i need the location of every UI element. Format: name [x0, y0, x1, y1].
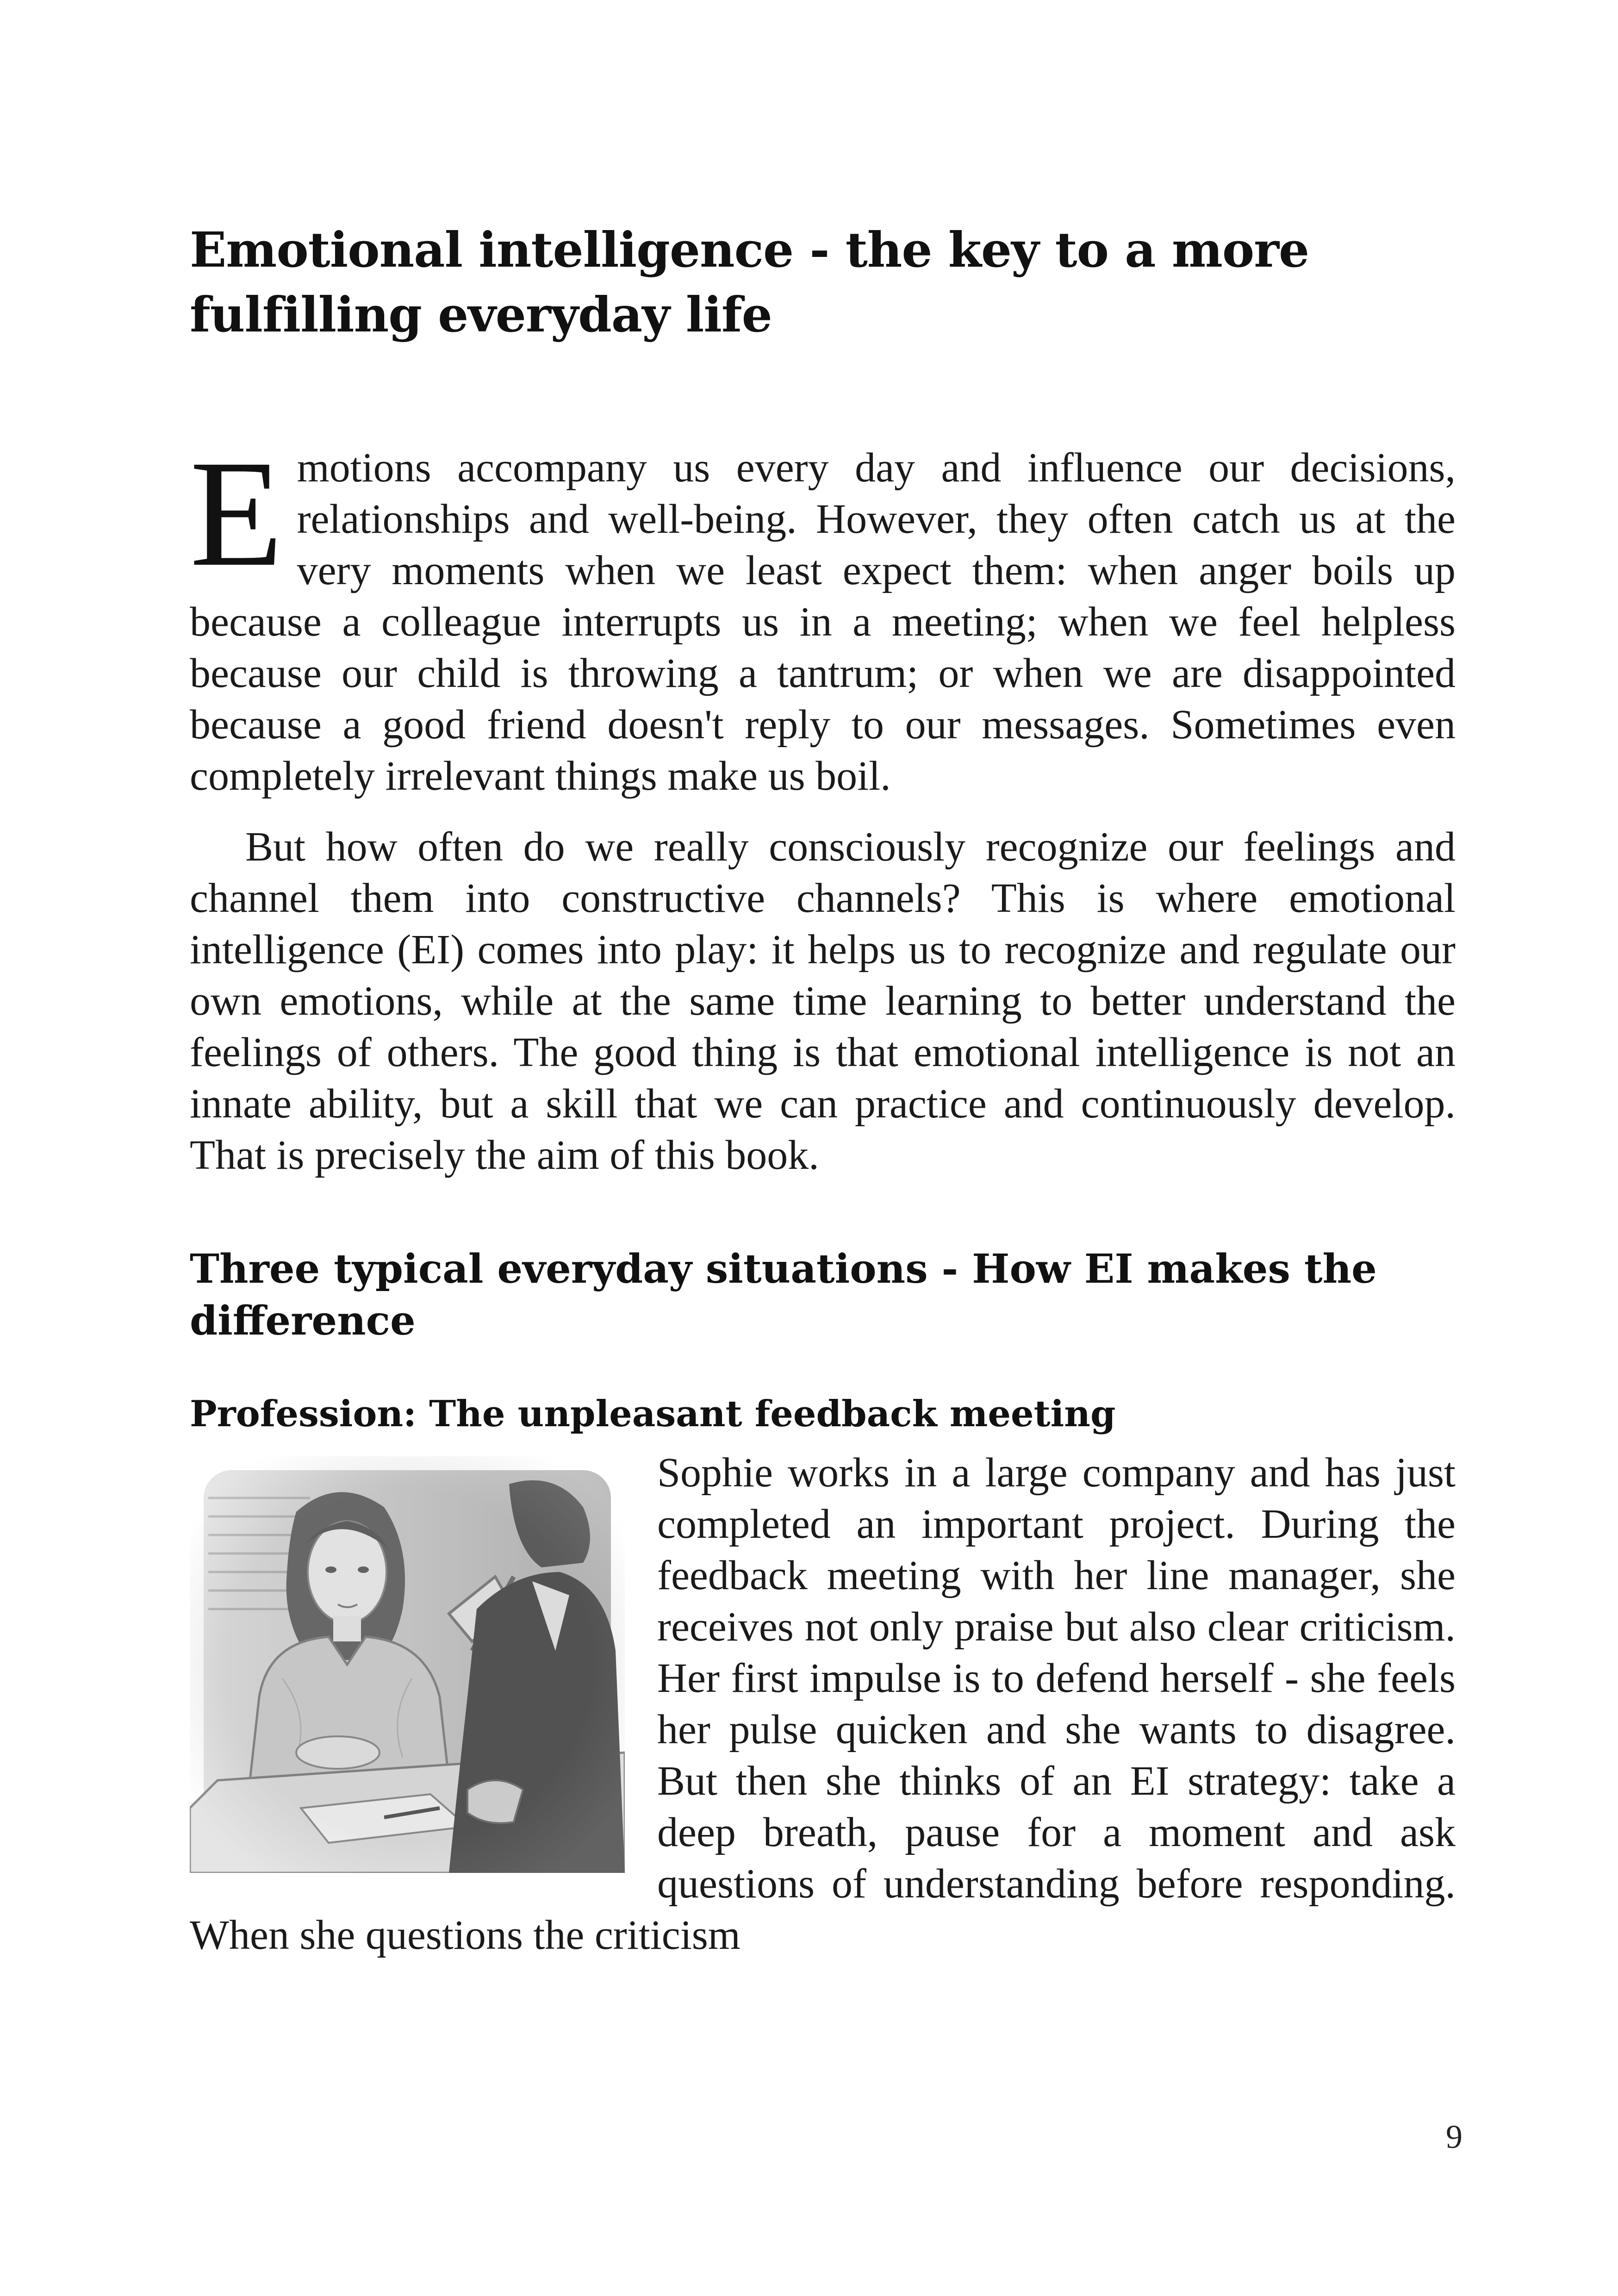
- drop-cap: E: [190, 429, 283, 598]
- section-heading: Three typical everyday situations - How EI makes the difference: [190, 1246, 1377, 1344]
- intro-text: motions accompany us every day and influence our decisions, relationships and well-being. However, they often catch us at the very moments when we least expect them: when anger boils up because a colleague interrupts us in a meeting; when we feel helpless because our child is throwing a tantrum; or when we are disappointed because a good friend doesn't reply to our messages. Sometimes even completely irrelevant things make us boil.: [190, 445, 1456, 799]
- subsection-heading: Profession: The unpleasant feedback meeting: [190, 1393, 1116, 1435]
- sophie-text: Sophie works in a large company and has just completed an important project. During the feedback meeting with her line manager, she receives not only praise but also clear criticism. Her first impulse is to defend herself - she feels her pulse quicken and she wants to disagree. But then she thinks of an EI strategy: take a deep breath, pause for a moment and ask questions of understanding before responding. When she questions the criticism: [190, 1450, 1456, 1958]
- paragraph-sophie: [190, 1447, 1456, 1961]
- page-content: [190, 218, 1456, 1961]
- chapter-title: Emotional intelligence - the key to a more fulfilling everyday life: [190, 221, 1309, 343]
- intro-paragraph: [190, 429, 1456, 802]
- feedback-meeting-illustration: [190, 1456, 625, 1873]
- page-number: 9: [1446, 2118, 1462, 2155]
- paragraph-ei-definition: But how often do we really consciously recognize our feelings and channel them into constructive channels? This is where emotional intelligence (EI) comes into play: it helps us to recognize and regulate our own emotions, while at the same time learning to better understand the feelings of others. The good thing is that emotional intelligence is not an innate ability, but a skill that we can practice and continuously develop. That is precisely the aim of this book.: [190, 824, 1456, 1178]
